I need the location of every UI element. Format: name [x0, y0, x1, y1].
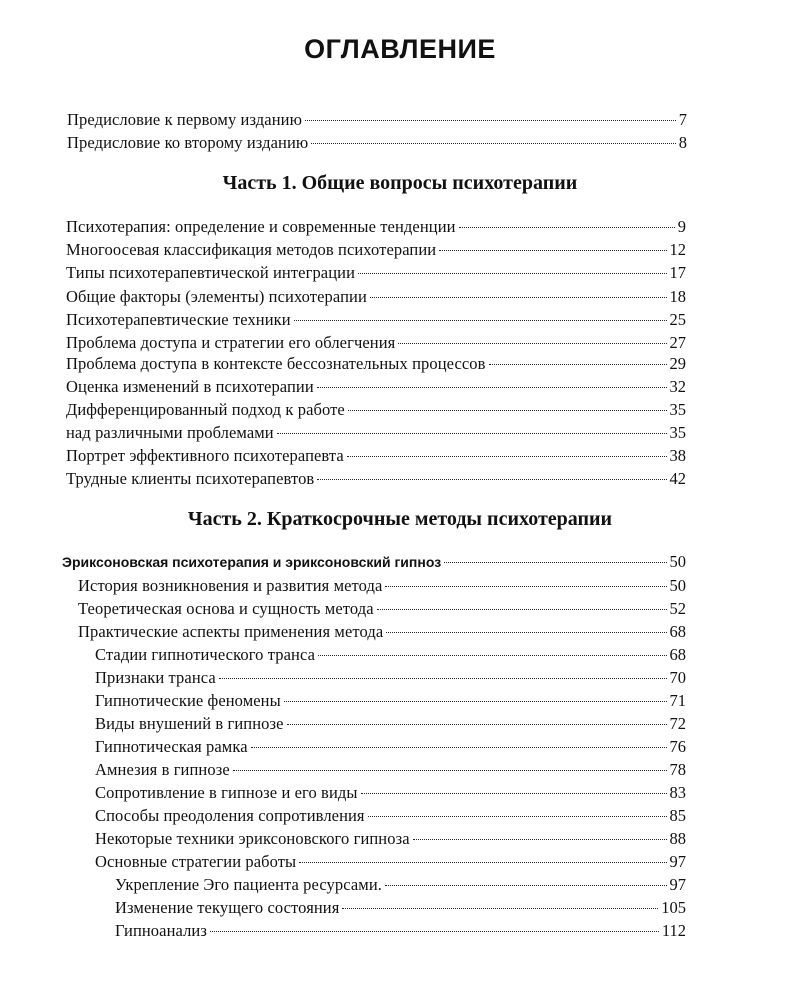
leader-dots: [347, 456, 667, 457]
toc-entry-label: Гипноанализ: [115, 921, 207, 940]
toc-entry[interactable]: [66, 333, 686, 355]
toc-entry-label: Изменение текущего состояния: [115, 898, 340, 917]
toc-entry-page: 7: [678, 110, 687, 129]
leader-dots: [219, 678, 667, 679]
toc-entry-label: Некоторые техники эриксоновского гипноза: [95, 829, 410, 848]
toc-entry-page: 12: [669, 240, 686, 259]
toc-entry-page: 68: [669, 645, 686, 664]
toc-entry-page: 50: [669, 552, 686, 571]
toc-entry[interactable]: [66, 400, 686, 422]
toc-entry[interactable]: [95, 829, 686, 851]
toc-entry[interactable]: [78, 576, 686, 598]
toc-entry-label: Портрет эффективного психотерапевта: [66, 446, 344, 465]
toc-entry-page: 9: [677, 217, 686, 236]
toc-entry-page: 32: [669, 377, 686, 396]
leader-dots: [317, 479, 666, 480]
toc-entry-page: 70: [669, 668, 686, 687]
toc-entry-page: 72: [669, 714, 686, 733]
toc-entry[interactable]: [115, 898, 686, 920]
toc-entry[interactable]: [66, 377, 686, 399]
toc-entry-label: Признаки транса: [95, 668, 216, 687]
toc-entry[interactable]: [95, 668, 686, 690]
leader-dots: [439, 250, 666, 251]
toc-entry-page: 52: [669, 599, 686, 618]
toc-entry-page: 78: [669, 760, 686, 779]
leader-dots: [287, 724, 667, 725]
toc-entry-label: Сопротивление в гипнозе и его виды: [95, 783, 358, 802]
toc-entry-page: 8: [678, 133, 687, 152]
leader-dots: [398, 343, 666, 344]
leader-dots: [386, 632, 666, 633]
toc-entry[interactable]: [66, 217, 686, 239]
toc-entry-label: Психотерапевтические техники: [66, 310, 291, 329]
toc-entry-page: 88: [669, 829, 686, 848]
leader-dots: [385, 586, 666, 587]
toc-entry-page: 97: [669, 875, 686, 894]
toc-entry-label: Практические аспекты применения метода: [78, 622, 384, 641]
part-1-heading: Часть 1. Общие вопросы психотерапии: [222, 172, 578, 194]
toc-entry-label: Предисловие к первому изданию: [67, 110, 303, 129]
toc-entry-label: Гипнотические феномены: [95, 691, 281, 710]
leader-dots: [342, 908, 658, 909]
toc-entry-label: Многоосевая классификация методов психотерапии: [66, 240, 437, 259]
toc-entry-label: Оценка изменений в психотерапии: [66, 377, 314, 396]
toc-entry[interactable]: [95, 806, 686, 828]
toc-entry[interactable]: [78, 599, 686, 621]
leader-dots: [361, 793, 667, 794]
leader-dots: [210, 931, 659, 932]
toc-entry-page: 17: [669, 263, 686, 282]
toc-entry-page: 71: [669, 691, 686, 710]
toc-entry[interactable]: [95, 737, 686, 759]
toc-entry-page: 76: [669, 737, 686, 756]
leader-dots: [385, 885, 666, 886]
toc-entry[interactable]: [95, 852, 686, 874]
toc-entry-label: Проблема доступа в контексте бессознательных процессов: [66, 354, 486, 373]
leader-dots: [348, 410, 667, 411]
toc-entry[interactable]: [95, 691, 686, 713]
toc-entry-label: над различными проблемами: [66, 423, 274, 442]
toc-entry-label: История возникновения и развития метода: [78, 576, 383, 595]
leader-dots: [358, 273, 666, 274]
toc-entry[interactable]: [66, 423, 686, 445]
leader-dots: [377, 609, 667, 610]
leader-dots: [251, 747, 667, 748]
toc-entry-page: 68: [669, 622, 686, 641]
toc-entry-label: Предисловие ко второму изданию: [67, 133, 309, 152]
toc-entry-page: 38: [669, 446, 686, 465]
toc-entry[interactable]: [95, 645, 686, 667]
toc-entry-page: 35: [669, 400, 686, 419]
leader-dots: [317, 387, 667, 388]
toc-entry-page: 83: [669, 783, 686, 802]
toc-entry-page: 29: [669, 354, 686, 373]
leader-dots: [294, 320, 667, 321]
toc-entry-page: 105: [661, 898, 686, 917]
toc-entry[interactable]: [95, 760, 686, 782]
toc-entry[interactable]: [95, 714, 686, 736]
toc-entry[interactable]: [67, 133, 687, 155]
leader-dots: [284, 701, 667, 702]
toc-entry[interactable]: [66, 446, 686, 468]
toc-entry[interactable]: [66, 240, 686, 262]
toc-entry-label: Трудные клиенты психотерапевтов: [66, 469, 315, 488]
page-title: ОГЛАВЛЕНИЕ: [304, 34, 496, 64]
toc-entry[interactable]: [66, 354, 686, 376]
leader-dots: [299, 862, 666, 863]
toc-entry-label: Проблема доступа и стратегии его облегчения: [66, 333, 396, 352]
toc-entry[interactable]: [78, 622, 686, 644]
leader-dots: [459, 227, 675, 228]
leader-dots: [444, 562, 666, 563]
toc-entry-label: Виды внушений в гипнозе: [95, 714, 284, 733]
toc-entry-page: 35: [669, 423, 686, 442]
toc-entry[interactable]: [115, 875, 686, 897]
leader-dots: [277, 433, 667, 434]
toc-entry[interactable]: [66, 263, 686, 285]
toc-entry-page: 112: [661, 921, 686, 940]
toc-entry[interactable]: [66, 287, 686, 309]
leader-dots: [489, 364, 667, 365]
toc-entry-page: 85: [669, 806, 686, 825]
toc-entry-label: Амнезия в гипнозе: [95, 760, 230, 779]
toc-entry-page: 18: [669, 287, 686, 306]
toc-entry-label: Эриксоновская психотерапия и эриксоновский гипноз: [62, 554, 442, 570]
toc-entry-label: Способы преодоления сопротивления: [95, 806, 365, 825]
toc-entry-label: Типы психотерапевтической интеграции: [66, 263, 356, 282]
toc-entry[interactable]: [115, 921, 686, 943]
toc-entry-page: 25: [669, 310, 686, 329]
toc-entry[interactable]: [67, 110, 687, 132]
toc-entry-label: Гипнотическая рамка: [95, 737, 248, 756]
toc-entry-page: 50: [669, 576, 686, 595]
toc-entry[interactable]: [95, 783, 686, 805]
leader-dots: [233, 770, 667, 771]
toc-entry-page: 27: [669, 333, 686, 352]
toc-entry-label: Укрепление Эго пациента ресурсами.: [115, 875, 383, 894]
toc-entry-label: Общие факторы (элементы) психотерапии: [66, 287, 367, 306]
part-2-heading: Часть 2. Краткосрочные методы психотерапии: [187, 508, 613, 530]
toc-entry-page: 97: [669, 852, 686, 871]
leader-dots: [311, 143, 675, 144]
toc-entry-label: Стадии гипнотического транса: [95, 645, 316, 664]
toc-entry[interactable]: [66, 310, 686, 332]
toc-entry-label: Дифференцированный подход к работе: [66, 400, 345, 419]
leader-dots: [370, 297, 667, 298]
leader-dots: [413, 839, 667, 840]
toc-entry-label: Психотерапия: определение и современные тенденции: [66, 217, 456, 236]
toc-entry[interactable]: [66, 469, 686, 491]
leader-dots: [318, 655, 666, 656]
toc-entry-label: Основные стратегии работы: [95, 852, 297, 871]
leader-dots: [368, 816, 667, 817]
toc-entry[interactable]: [62, 552, 686, 574]
leader-dots: [305, 120, 676, 121]
toc-entry-label: Теоретическая основа и сущность метода: [78, 599, 374, 618]
toc-entry-page: 42: [669, 469, 686, 488]
